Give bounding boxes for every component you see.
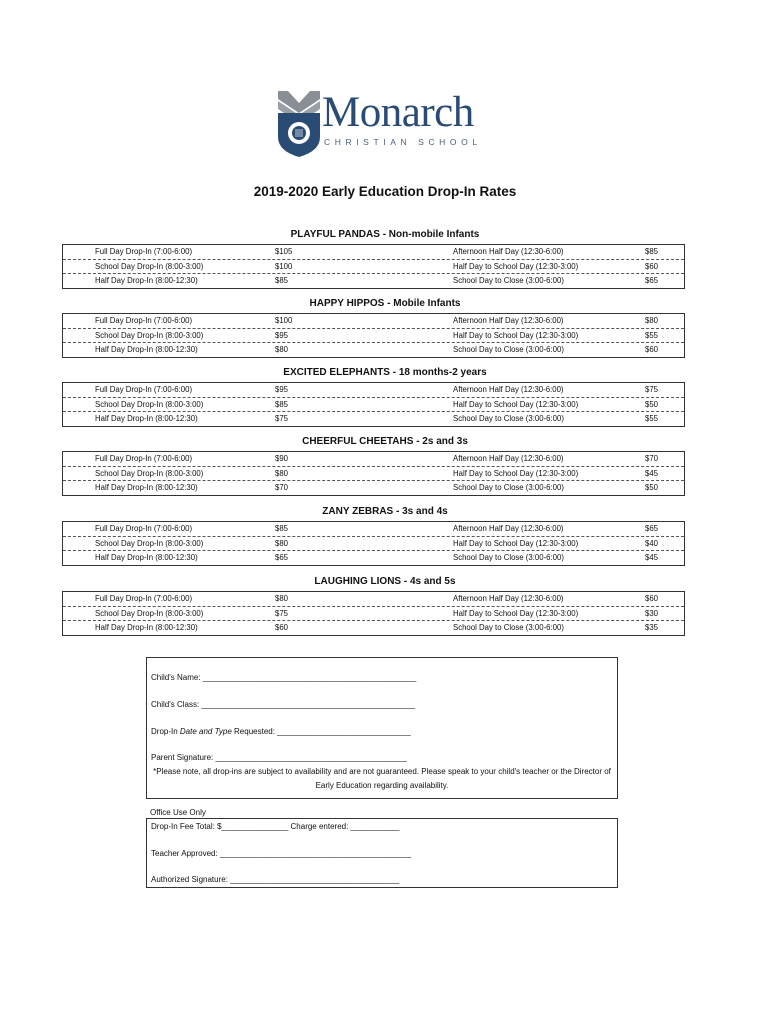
dropin-request-form	[146, 657, 618, 799]
rate-price-2: $50	[645, 483, 659, 492]
rate-label-2: Afternoon Half Day (12:30-6:00)	[453, 594, 564, 603]
rate-row	[63, 452, 684, 467]
parent-signature-field[interactable]: Parent Signature: ___________________________________________	[151, 753, 407, 762]
rate-price-2: $60	[645, 345, 659, 354]
rate-label-2: Half Day to School Day (12:30-3:00)	[453, 538, 579, 548]
rate-label: Half Day Drop-In (8:00-12:30)	[95, 345, 198, 354]
rate-label-2: School Day to Close (3:00-6:00)	[453, 553, 564, 562]
rate-price-2: $60	[645, 594, 659, 603]
rate-row	[63, 343, 684, 357]
child-class-field[interactable]: Child's Class: ________________________________________________	[151, 700, 415, 709]
rate-price: $85	[275, 524, 289, 533]
rate-price-2: $55	[645, 414, 659, 423]
rate-label-2: School Day to Close (3:00-6:00)	[453, 623, 564, 632]
rate-table	[62, 591, 685, 636]
rate-price: $80	[275, 594, 289, 603]
rate-row	[63, 592, 684, 607]
rate-row	[63, 260, 684, 275]
page-title: 2019-2020 Early Education Drop-In Rates	[253, 184, 517, 199]
rate-label: Full Day Drop-In (7:00-6:00)	[95, 247, 193, 256]
rate-price: $100	[275, 316, 293, 325]
rate-price: $70	[275, 483, 289, 492]
rate-price-2: $35	[645, 623, 659, 632]
rate-row	[63, 274, 684, 288]
rate-label-2: School Day to Close (3:00-6:00)	[453, 276, 564, 285]
rate-price: $65	[275, 553, 289, 562]
rate-label: Full Day Drop-In (7:00-6:00)	[95, 524, 193, 533]
rate-label: School Day Drop-In (8:00-3:00)	[95, 399, 204, 409]
dropin-fee-field[interactable]: Drop-In Fee Total: $_______________ Charge entered: ___________	[151, 822, 400, 831]
rate-row	[63, 522, 684, 537]
rate-row	[63, 607, 684, 622]
dropin-date-type-field[interactable]	[151, 727, 411, 736]
rate-label: Half Day Drop-In (8:00-12:30)	[95, 553, 198, 562]
rate-label: Half Day Drop-In (8:00-12:30)	[95, 623, 198, 632]
rate-label: Full Day Drop-In (7:00-6:00)	[95, 594, 193, 603]
child-name-field[interactable]: Child's Name: ________________________________________________	[151, 673, 417, 682]
rate-price-2: $30	[645, 608, 659, 618]
rate-label: School Day Drop-In (8:00-3:00)	[95, 608, 204, 618]
rate-label: School Day Drop-In (8:00-3:00)	[95, 330, 204, 340]
rate-row	[63, 412, 684, 426]
rate-table	[62, 521, 685, 566]
rate-table	[62, 382, 685, 427]
dropin-prefix: Drop-In	[151, 727, 180, 736]
rate-label: Half Day Drop-In (8:00-12:30)	[95, 483, 198, 492]
rate-label-2: Half Day to School Day (12:30-3:00)	[453, 399, 579, 409]
rate-price: $80	[275, 468, 289, 478]
rate-price: $75	[275, 414, 289, 423]
section-title: HAPPY HIPPOS - Mobile Infants	[309, 298, 461, 309]
rate-price-2: $45	[645, 468, 659, 478]
rate-label: Full Day Drop-In (7:00-6:00)	[95, 316, 193, 325]
rate-row	[63, 481, 684, 495]
rate-label: School Day Drop-In (8:00-3:00)	[95, 538, 204, 548]
section-title: LAUGHING LIONS - 4s and 5s	[314, 576, 456, 587]
section-title: CHEERFUL CHEETAHS - 2s and 3s	[302, 436, 468, 447]
rate-label: Full Day Drop-In (7:00-6:00)	[95, 454, 193, 463]
rate-row	[63, 383, 684, 398]
rate-price-2: $80	[645, 316, 659, 325]
rate-price: $60	[275, 623, 289, 632]
rate-row	[63, 537, 684, 552]
section-title: PLAYFUL PANDAS - Non-mobile Infants	[290, 229, 480, 240]
logo-subtitle: CHRISTIAN SCHOOL	[324, 137, 482, 147]
rate-label-2: Afternoon Half Day (12:30-6:00)	[453, 524, 564, 533]
rate-price: $80	[275, 345, 289, 354]
rate-price-2: $75	[645, 385, 659, 394]
rate-label: Half Day Drop-In (8:00-12:30)	[95, 414, 198, 423]
rate-table	[62, 244, 685, 289]
rate-price: $85	[275, 276, 289, 285]
section-title: EXCITED ELEPHANTS - 18 months-2 years	[283, 367, 487, 378]
rate-label-2: School Day to Close (3:00-6:00)	[453, 345, 564, 354]
rate-label-2: School Day to Close (3:00-6:00)	[453, 414, 564, 423]
rate-label: School Day Drop-In (8:00-3:00)	[95, 468, 204, 478]
rate-price: $100	[275, 261, 293, 271]
rate-price: $95	[275, 385, 289, 394]
teacher-approved-field[interactable]: Teacher Approved: ___________________________________________	[151, 849, 412, 858]
rate-price: $105	[275, 247, 293, 256]
rate-price: $80	[275, 538, 289, 548]
office-use-label: Office Use Only	[150, 808, 206, 817]
rate-price-2: $60	[645, 261, 659, 271]
rate-price: $85	[275, 399, 289, 409]
rate-label-2: Afternoon Half Day (12:30-6:00)	[453, 247, 564, 256]
rate-price-2: $50	[645, 399, 659, 409]
rate-row	[63, 621, 684, 635]
rate-label-2: Half Day to School Day (12:30-3:00)	[453, 261, 579, 271]
rate-label: Half Day Drop-In (8:00-12:30)	[95, 276, 198, 285]
rate-label-2: Afternoon Half Day (12:30-6:00)	[453, 316, 564, 325]
rate-price-2: $85	[645, 247, 659, 256]
rate-row	[63, 329, 684, 344]
rate-row	[63, 314, 684, 329]
rate-price-2: $40	[645, 538, 659, 548]
rate-price-2: $70	[645, 454, 659, 463]
rate-label: Full Day Drop-In (7:00-6:00)	[95, 385, 193, 394]
rate-table	[62, 313, 685, 358]
rate-price-2: $55	[645, 330, 659, 340]
rate-price: $95	[275, 330, 289, 340]
rate-table	[62, 451, 685, 496]
rate-label-2: Afternoon Half Day (12:30-6:00)	[453, 454, 564, 463]
rate-row	[63, 467, 684, 482]
monarch-logo-shield-icon	[276, 89, 322, 159]
rate-price: $90	[275, 454, 289, 463]
availability-note: *Please note, all drop-ins are subject to availability and are not guaranteed. Please speak to your child's teacher or the Director of Early Education regarding availability.	[153, 767, 611, 790]
rate-label-2: Half Day to School Day (12:30-3:00)	[453, 608, 579, 618]
rate-price: $75	[275, 608, 289, 618]
section-title: ZANY ZEBRAS - 3s and 4s	[322, 506, 448, 517]
rate-label: School Day Drop-In (8:00-3:00)	[95, 261, 204, 271]
dropin-italic: Date and Type	[179, 727, 232, 736]
rate-price-2: $45	[645, 553, 659, 562]
rate-row	[63, 398, 684, 413]
rate-label-2: Afternoon Half Day (12:30-6:00)	[453, 385, 564, 394]
logo-name: Monarch	[322, 89, 474, 136]
rate-price-2: $65	[645, 524, 659, 533]
rate-label-2: Half Day to School Day (12:30-3:00)	[453, 330, 579, 340]
authorized-signature-field[interactable]: Authorized Signature: ______________________________________	[151, 875, 400, 884]
office-use-box	[146, 818, 618, 888]
rate-label-2: Half Day to School Day (12:30-3:00)	[453, 468, 579, 478]
rate-row	[63, 245, 684, 260]
rate-price-2: $65	[645, 276, 659, 285]
rate-label-2: School Day to Close (3:00-6:00)	[453, 483, 564, 492]
rate-row	[63, 551, 684, 565]
dropin-suffix: Requested: ______________________________	[231, 727, 411, 736]
